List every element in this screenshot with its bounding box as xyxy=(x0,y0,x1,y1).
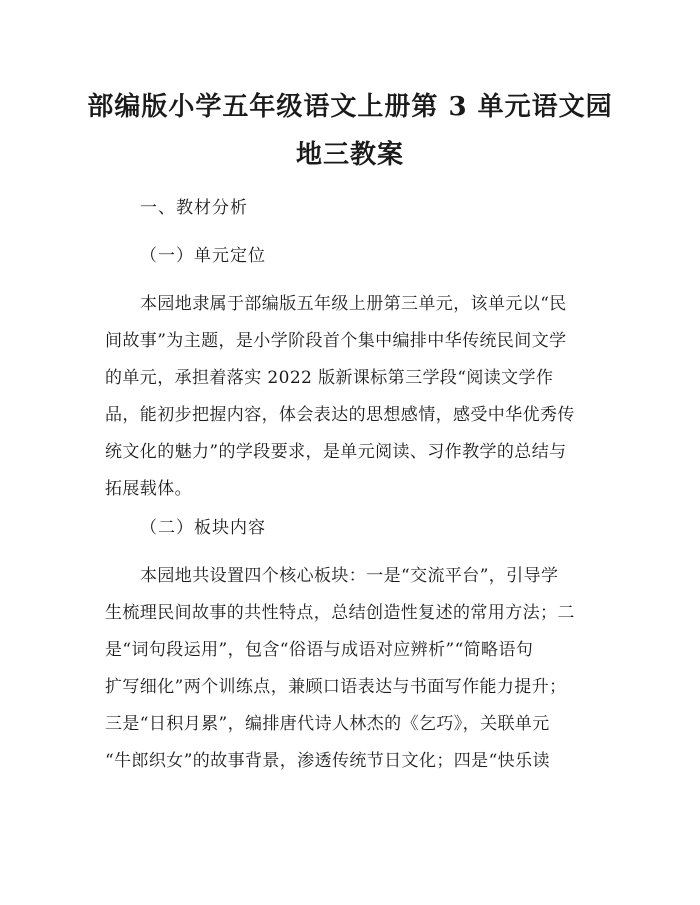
document-title-line-2: 地三教案 xyxy=(295,140,404,170)
paragraph-line: 三是“日积月累”，编排唐代诗人林杰的《乞巧》，关联单元 xyxy=(105,714,550,734)
paragraph-line: 拓展载体。 xyxy=(105,479,192,499)
document-title-line-1: 部编版小学五年级语文上册第 3 单元语文园 xyxy=(87,92,613,122)
paragraph-line: 生梳理民间故事的共性特点，总结创造性复述的常用方法；二 xyxy=(105,603,575,623)
section-heading-teaching-material-analysis: 一、教材分析 xyxy=(140,198,248,218)
subsection-heading-section-content: （二）板块内容 xyxy=(140,518,266,538)
paragraph-line: 本园地共设置四个核心板块：一是“交流平台”，引导学 xyxy=(140,566,559,586)
paragraph-line: “牛郎织女”的故事背景，渗透传统节日文化；四是“快乐读 xyxy=(105,751,550,771)
paragraph-line: 间故事”为主题，是小学阶段首个集中编排中华传统民间文学 xyxy=(105,331,567,351)
paragraph-line: 扩写细化”两个训练点，兼顾口语表达与书面写作能力提升； xyxy=(105,677,567,697)
paragraph-line: 的单元，承担着落实 2022 版新课标第三学段“阅读文学作 xyxy=(105,368,554,388)
paragraph-line: 是“词句段运用”，包含“俗语与成语对应辨析”“简略语句 xyxy=(105,640,534,660)
paragraph-line: 品，能初步把握内容，体会表达的思想感情，感受中华优秀传 xyxy=(105,405,575,425)
paragraph-line: 统文化的魅力”的学段要求，是单元阅读、习作教学的总结与 xyxy=(105,442,567,462)
subsection-heading-unit-positioning: （一）单元定位 xyxy=(140,246,266,266)
paragraph-line: 本园地隶属于部编版五年级上册第三单元，该单元以“民 xyxy=(140,294,567,314)
